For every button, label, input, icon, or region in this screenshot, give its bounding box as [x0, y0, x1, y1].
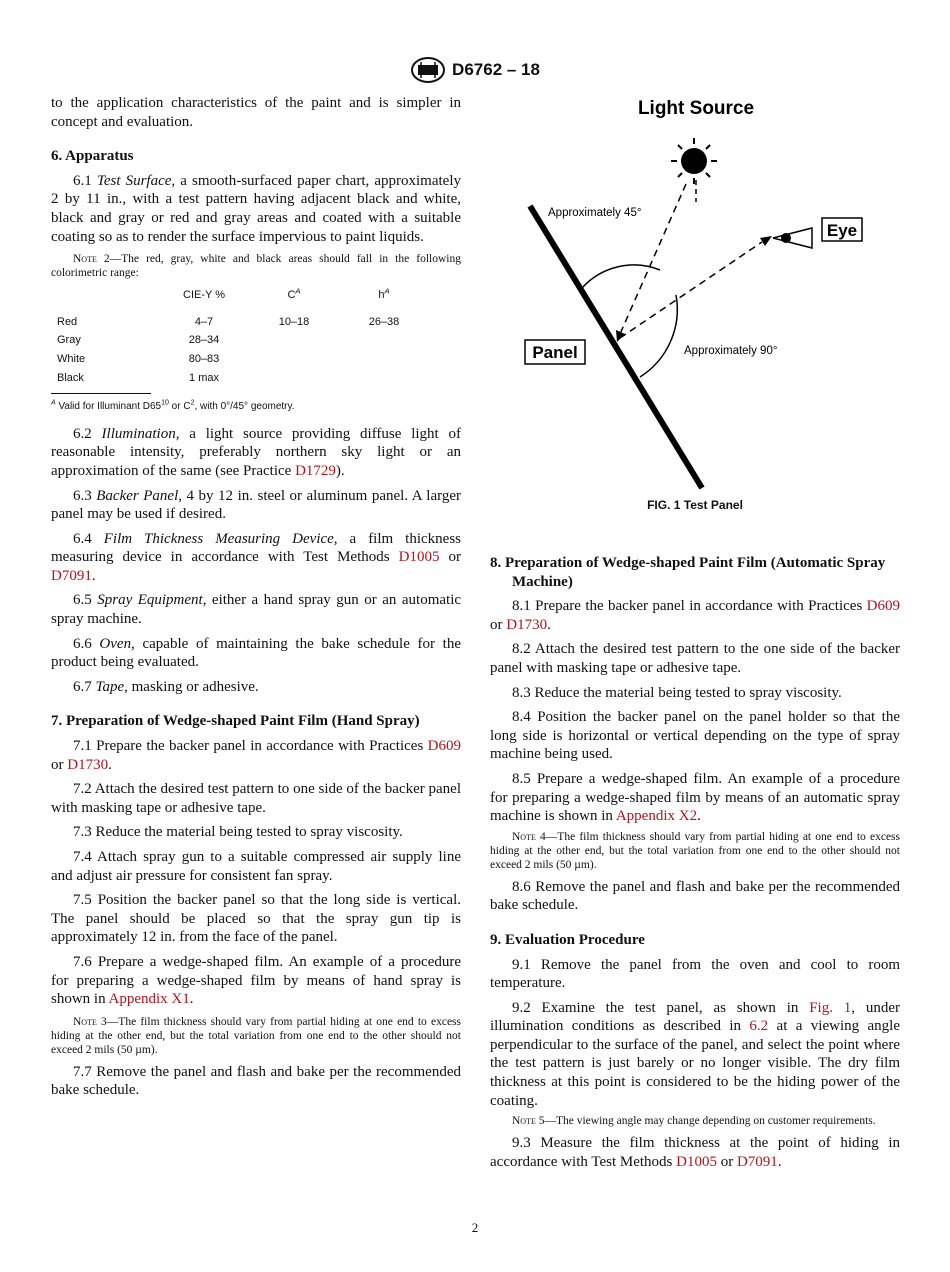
ref-d609-link[interactable]: D609	[866, 598, 900, 615]
panel-label: Panel	[532, 343, 578, 362]
para-6-3: 6.3 Backer Panel, 4 by 12 in. steel or aluminum panel. A larger panel may be used if desired.	[51, 487, 461, 523]
table-header-row: CIE-Y % $C^A$ $h^A$	[183, 286, 390, 302]
ref-d609-link[interactable]: D609	[427, 738, 461, 755]
section-7-heading: 7. Preparation of Wedge-shaped Paint Film (Hand Spray)	[51, 713, 420, 730]
para-6-5: 6.5 Spray Equipment, either a hand spray gun or an automatic spray machine.	[51, 592, 462, 628]
para-8-4: 8.4 Position the backer panel on the panel holder so that the long side is horizontal or vertical depending on the type of spray machine being used.	[490, 709, 900, 763]
para-7-1: 7.1 Prepare the backer panel in accordance with Practices D609 or D1730.	[51, 738, 461, 773]
para-7-5: 7.5 Position the backer panel so that the long side is vertical. The panel should be placed so that the spray gun tip is approximately 12 in. from the face of the panel.	[51, 892, 461, 946]
table-row: Gray 28–34	[57, 334, 220, 347]
para-8-3: 8.3 Reduce the material being tested to spray viscosity.	[512, 684, 842, 701]
table-row: Black 1 max	[57, 371, 219, 384]
ref-appendix-x2-link[interactable]: Appendix X2	[615, 808, 698, 825]
page-number: 2	[471, 1220, 479, 1235]
ref-d1730-link[interactable]: D1730	[506, 616, 548, 633]
note-5: Note 5—The viewing angle may change depending on customer requirements.	[512, 1115, 876, 1128]
para-7-4: 7.4 Attach spray gun to a suitable compressed air supply line and adjust air pressure for consistent fan spray.	[51, 849, 461, 884]
para-7-3: 7.3 Reduce the material being tested to spray viscosity.	[73, 824, 403, 841]
para-9-1: 9.1 Remove the panel from the oven and cool to room temperature.	[490, 956, 900, 992]
page-header	[0, 56, 950, 84]
figure-1	[490, 92, 900, 522]
ref-appendix-x1-link[interactable]: Appendix X1	[108, 991, 190, 1008]
ref-d1005-link[interactable]: D1005	[398, 549, 440, 566]
ref-d1729-link[interactable]: D1729	[295, 462, 336, 479]
ref-d7091-link[interactable]: D7091	[736, 1153, 778, 1170]
right-column	[490, 542, 900, 1177]
para-6-6: 6.6 Oven, capable of maintaining the bake schedule for the product being evaluated.	[51, 635, 462, 671]
ref-fig-1-link[interactable]: Fig. 1	[809, 999, 852, 1016]
para-7-7: 7.7 Remove the panel and flash and bake per the recommended bake schedule.	[51, 1063, 461, 1099]
para-8-2: 8.2 Attach the desired test pattern to the one side of the backer panel with masking tape or adhesive tape.	[490, 641, 900, 676]
table-footnote: $^A$ Valid for Illuminant $D65^{10}$ or $C^2$, with 0°/45° geometry.	[51, 399, 295, 413]
designation: D6762 – 18	[452, 60, 540, 79]
left-column	[51, 94, 461, 1106]
intro-text: to the application characteristics of the paint and is simpler in concept and evaluation.	[51, 95, 461, 130]
section-6-heading: 6. Apparatus	[51, 148, 134, 165]
para-9-2: 9.2 Examine the test panel, as shown in Fig. 1, under illumination conditions as described in 6.2 at a viewing angle perpendicular to the surface of the panel, and select the point where the test pattern is just barely or no longer visible. The dry film thickness at this point is considered to be the hiding power of the coating.	[490, 999, 901, 1109]
astm-logo-icon	[410, 56, 446, 84]
note-3: Note 3—The film thickness should vary from partial hiding at one end to excess hiding at the other end, but the total variation from one end to the other should not exceed 2 mils (50 µm).	[51, 1015, 462, 1056]
footnote-divider	[51, 393, 151, 394]
ref-d1005-link[interactable]: D1005	[676, 1153, 717, 1170]
section-9-heading: 9. Evaluation Procedure	[490, 931, 645, 948]
angle-45-label: Approximately 45°	[548, 207, 642, 219]
light-source-label: Light Source	[637, 98, 755, 119]
figure-caption: FIG. 1 Test Panel	[647, 498, 743, 512]
table-row: Red 4–7 10–18 26–38	[57, 315, 400, 328]
para-8-5: 8.5 Prepare a wedge-shaped film. An example of a procedure for preparing a wedge-shaped film by means of an automatic spray machine is shown in Appendix X2.	[490, 770, 900, 825]
para-8-6: 8.6 Remove the panel and flash and bake per the recommended bake schedule.	[490, 878, 900, 914]
para-7-2: 7.2 Attach the desired test pattern to one side of the backer panel with masking tape or adhesive tape.	[51, 781, 461, 816]
ref-6-2-link[interactable]: 6.2	[749, 1018, 769, 1035]
eye-icon	[773, 228, 812, 248]
sun-icon	[671, 138, 717, 184]
para-8-1: 8.1 Prepare the backer panel in accordance with Practices D609 or D1730.	[490, 598, 900, 633]
para-6-2: 6.2 Illumination, a light source providing diffuse light of reasonable intensity, preferably northern sky light or an approximation of the same (see Practice D1729).	[51, 425, 461, 479]
para-7-6: 7.6 Prepare a wedge-shaped film. An example of a procedure for preparing a wedge-shaped film by means of hand spray is shown in Appendix X1.	[51, 953, 461, 1008]
section-8-heading: 8. Preparation of Wedge-shaped Paint Film (Automatic Spray Machine)	[490, 555, 886, 590]
colorimetric-table	[57, 286, 419, 387]
note-4: Note 4—The film thickness should vary from partial hiding at one end to excess hiding at the other end, but the total variation from one end to the other should not exceed 2 mils (50 µm).	[490, 830, 901, 871]
para-9-3: 9.3 Measure the film thickness at the point of hiding in accordance with Test Methods D1005 or D7091.	[490, 1135, 900, 1170]
ref-d1730-link[interactable]: D1730	[67, 756, 109, 773]
table-row: White 80–83	[57, 352, 220, 365]
ref-d7091-link[interactable]: D7091	[51, 567, 92, 584]
note-2: Note 2—The red, gray, white and black areas should fall in the following colorimetric range:	[51, 253, 461, 280]
angle-90-label: Approximately 90°	[684, 345, 778, 357]
para-6-4: 6.4 Film Thickness Measuring Device, a film thickness measuring device in accordance with Test Methods D1005 or D7091.	[51, 530, 461, 584]
para-6-1: 6.1 Test Surface, a smooth-surfaced paper chart, approximately 2 by 11 in., with a test pattern having adjacent black and white, black and gray or red and gray areas and coated with a suitable coating so as to render the surface impervious to paint liquids.	[51, 172, 461, 245]
eye-label: Eye	[826, 221, 858, 240]
test-panel-diagram	[490, 92, 900, 492]
para-6-7: 6.7 Tape, masking or adhesive.	[73, 678, 259, 695]
